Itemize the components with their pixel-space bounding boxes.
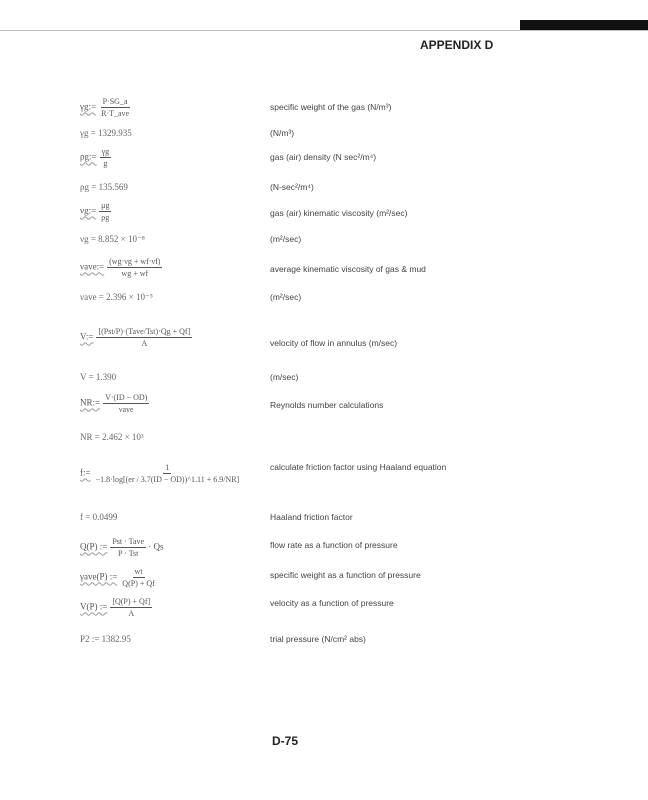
formula-lhs: νave:=	[80, 261, 105, 272]
formula-denominator: A	[141, 339, 148, 348]
formula-description: specific weight of the gas (N/m³)	[270, 102, 392, 112]
formula-description: flow rate as a function of pressure	[270, 540, 398, 550]
formula-description: gas (air) kinematic viscosity (m²/sec)	[270, 208, 408, 218]
formula-description: calculate friction factor using Haaland equation	[270, 462, 447, 472]
formula-lhs: NR:=	[80, 397, 101, 408]
result-unit: (N/m³)	[270, 128, 295, 138]
formula	[80, 200, 111, 223]
formula-lhs: V(P) :=	[80, 601, 108, 612]
formula-lhs: V:=	[80, 331, 94, 342]
header-rule	[0, 30, 648, 31]
formula-denominator: R·T_ave	[101, 109, 130, 118]
formula-lhs: νg:=	[80, 205, 97, 216]
formula-denominator: νave	[118, 405, 134, 414]
result-label: trial pressure (N/cm² abs)	[270, 634, 366, 644]
formula-lhs: ρg:=	[80, 151, 97, 162]
formula	[80, 596, 152, 619]
result-value: f = 0.0499	[80, 512, 118, 522]
header-black-bar	[520, 20, 648, 30]
formula	[80, 146, 111, 169]
formula-denominator: A	[128, 609, 135, 618]
formula-description: velocity as a function of pressure	[270, 598, 394, 608]
result-value: V = 1.390	[80, 372, 117, 382]
formula-denominator: −1.8·log[(er / 3.7(ID − OD))^1.11 + 6.9/NR]	[95, 475, 240, 484]
formula	[80, 96, 131, 119]
result-value: γg = 1329.935	[80, 128, 132, 138]
formula-numerator: (wg·νg + wf·νf)	[109, 257, 161, 266]
formula-numerator: γg	[101, 147, 110, 156]
formula-numerator: [Q(P) + Qf]	[112, 597, 151, 606]
formula-lhs: γg:=	[80, 101, 97, 112]
result-unit: (m²/sec)	[270, 292, 302, 302]
formula-description: gas (air) density (N sec²/m⁴)	[270, 152, 377, 162]
formula	[80, 392, 149, 415]
appendix-title: APPENDIX D	[420, 38, 494, 52]
formula-lhs: Q(P) :=	[80, 541, 108, 552]
formula-description: Reynolds number calculations	[270, 400, 384, 410]
result-value: NR = 2.462 × 10³	[80, 432, 144, 442]
result-unit: (N-sec²/m⁴)	[270, 182, 314, 192]
formula-numerator: wt	[134, 567, 143, 576]
formula	[80, 566, 157, 589]
formula-numerator: V·(ID − OD)	[105, 393, 148, 402]
formula	[80, 536, 164, 559]
formula-numerator: 1	[165, 463, 170, 472]
formula-description: velocity of flow in annulus (m/sec)	[270, 338, 398, 348]
formula-numerator: P·SG_a	[102, 97, 128, 106]
result-value: νave = 2.396 × 10⁻⁵	[80, 292, 153, 302]
formula-suffix: · Qs	[148, 541, 164, 552]
page-number: D-75	[272, 734, 299, 748]
result-unit: (m²/sec)	[270, 234, 302, 244]
formula	[80, 256, 162, 279]
formula-denominator: ρg	[101, 213, 110, 222]
result-unit: (m/sec)	[270, 372, 299, 382]
result-value: P2 := 1382.95	[80, 634, 131, 644]
result-value: νg = 8.852 × 10⁻⁸	[80, 234, 145, 244]
formula-description: average kinematic viscosity of gas & mud	[270, 264, 426, 274]
formula-numerator: μg	[101, 201, 110, 210]
formula-lhs: f:=	[80, 467, 91, 478]
formula-numerator: [(Pst/P)·(Tave/Tst)·Qg + Qf]	[98, 327, 191, 336]
formula-denominator: wg + wf	[121, 269, 149, 278]
formula-denominator: g	[103, 159, 108, 168]
formula	[80, 326, 192, 349]
formula-denominator: Q(P) + Qf	[122, 579, 155, 588]
result-label: Haaland friction factor	[270, 512, 353, 522]
formula-numerator: Pst · Tave	[112, 537, 145, 546]
formula-denominator: P · Tst	[118, 549, 139, 558]
formula-lhs: γave(P) :=	[80, 571, 118, 582]
result-value: ρg = 135.569	[80, 182, 128, 192]
formula	[80, 462, 241, 485]
formula-description: specific weight as a function of pressure	[270, 570, 421, 580]
